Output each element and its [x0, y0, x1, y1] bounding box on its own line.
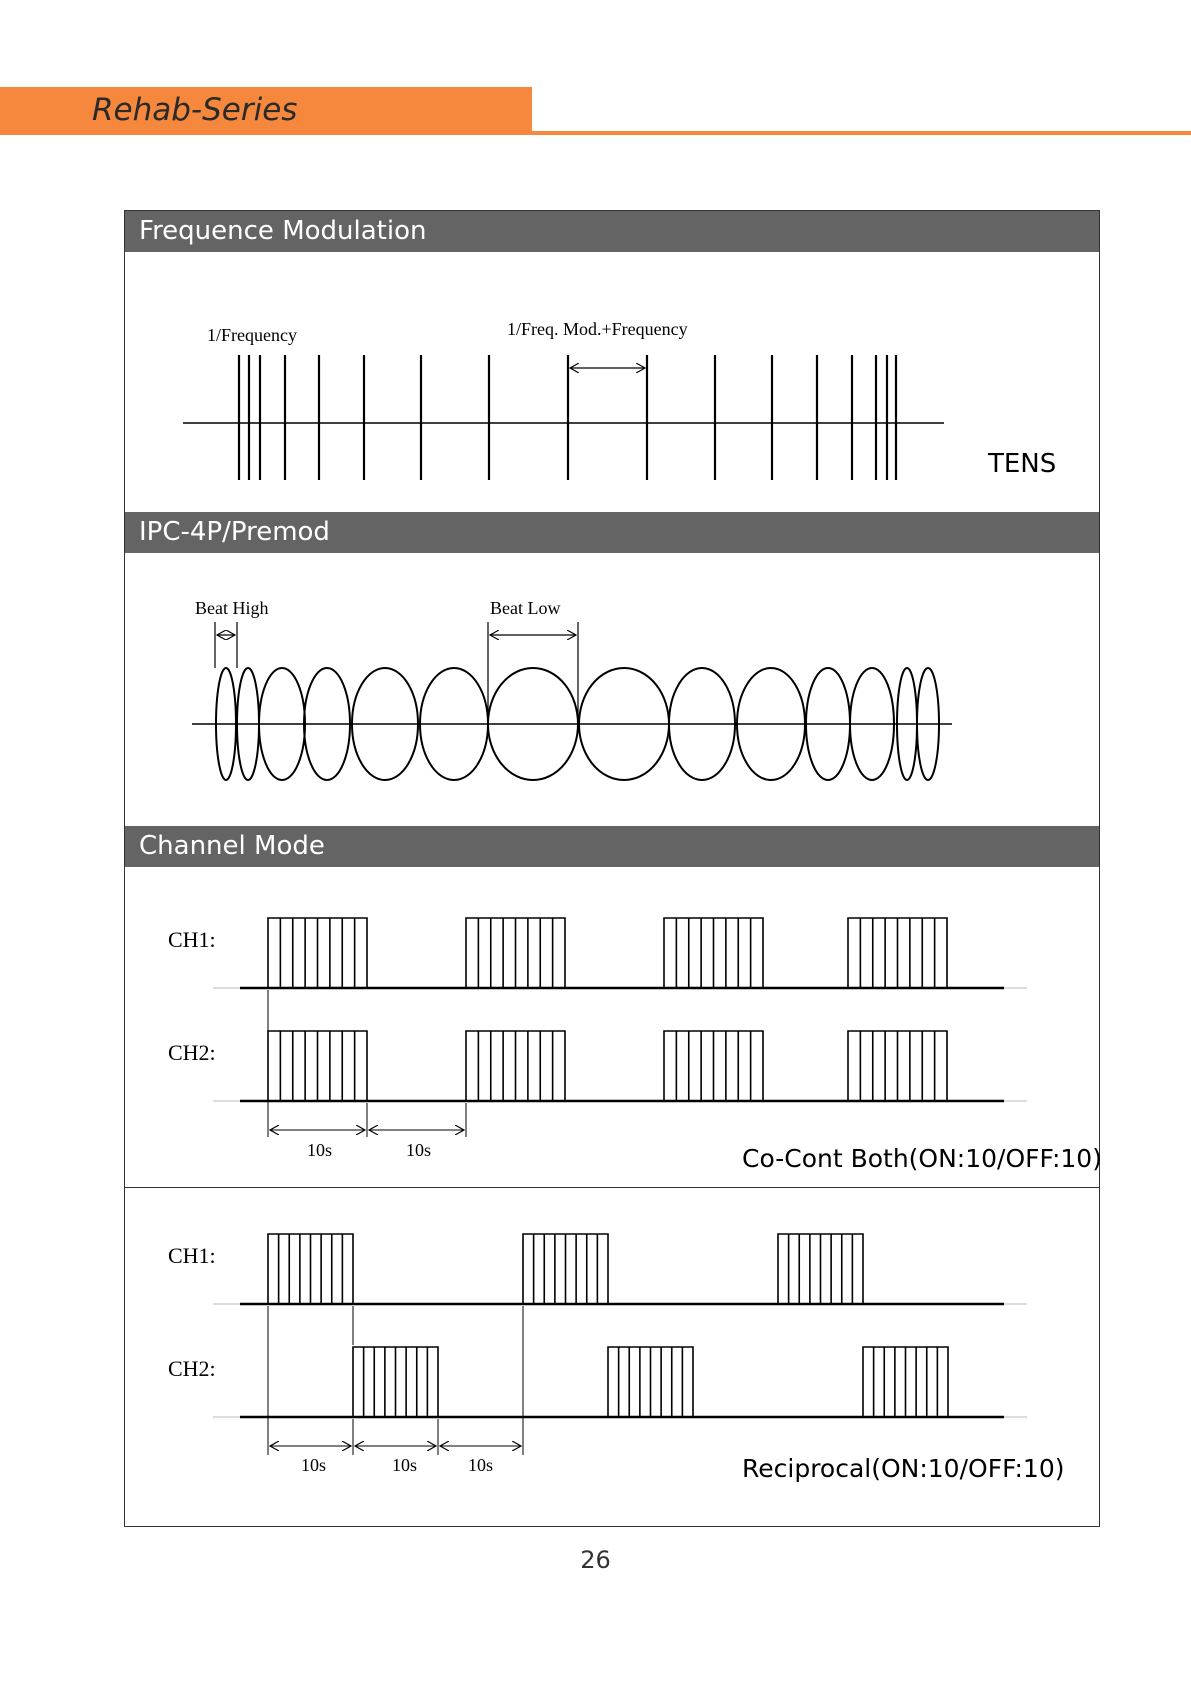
co-cont-ch1-burst [268, 918, 367, 988]
co-cont-ch1-burst [664, 918, 763, 988]
co-cont-ch2-burst [268, 1031, 367, 1101]
co-cont-diagram [168, 927, 1102, 1173]
co-cont-ch1-burst [466, 918, 565, 988]
section-header-ipc-premod: IPC-4P/Premod [125, 512, 1099, 553]
co-cont-ch2-label: CH2: [168, 1040, 216, 1065]
section-header-frequence-modulation: Frequence Modulation [125, 211, 1099, 252]
label-beat-high: Beat High [195, 598, 269, 618]
premod-diagram [192, 598, 952, 780]
series-title: Rehab-Series [92, 92, 298, 128]
label-freq-mod: 1/Freq. Mod.+Frequency [507, 319, 688, 339]
reciprocal-ch2-burst [863, 1347, 948, 1417]
reciprocal-interval-1: 10s [301, 1455, 327, 1475]
label-frequency: 1/Frequency [207, 325, 297, 345]
co-cont-interval-2: 10s [406, 1140, 432, 1160]
reciprocal-interval-2: 10s [392, 1455, 418, 1475]
reciprocal-ch1-burst [523, 1234, 608, 1304]
co-cont-ch2-burst [664, 1031, 763, 1101]
reciprocal-ch2-label: CH2: [168, 1356, 216, 1381]
reciprocal-ch1-burst [778, 1234, 863, 1304]
label-beat-low: Beat Low [490, 598, 561, 618]
co-cont-ch2-burst [466, 1031, 565, 1101]
co-cont-caption: Co-Cont Both(ON:10/OFF:10) [742, 1144, 1102, 1173]
fm-pulses [239, 355, 896, 480]
reciprocal-ch2-burst [353, 1347, 438, 1417]
reciprocal-diagram [168, 1243, 1065, 1483]
reciprocal-caption: Reciprocal(ON:10/OFF:10) [742, 1454, 1065, 1483]
reciprocal-ch1-burst [268, 1234, 353, 1304]
reciprocal-interval-3: 10s [468, 1455, 494, 1475]
co-cont-interval-1: 10s [307, 1140, 333, 1160]
frequency-modulation-diagram [183, 319, 1056, 480]
reciprocal-ch1-label: CH1: [168, 1243, 216, 1268]
reciprocal-ch2-burst [608, 1347, 693, 1417]
page-number: 26 [580, 1546, 611, 1574]
co-cont-ch2-burst [848, 1031, 947, 1101]
section-header-channel-mode: Channel Mode [125, 826, 1099, 867]
mode-label-tens: TENS [988, 449, 1057, 479]
co-cont-ch1-burst [848, 918, 947, 988]
co-cont-ch1-label: CH1: [168, 927, 216, 952]
